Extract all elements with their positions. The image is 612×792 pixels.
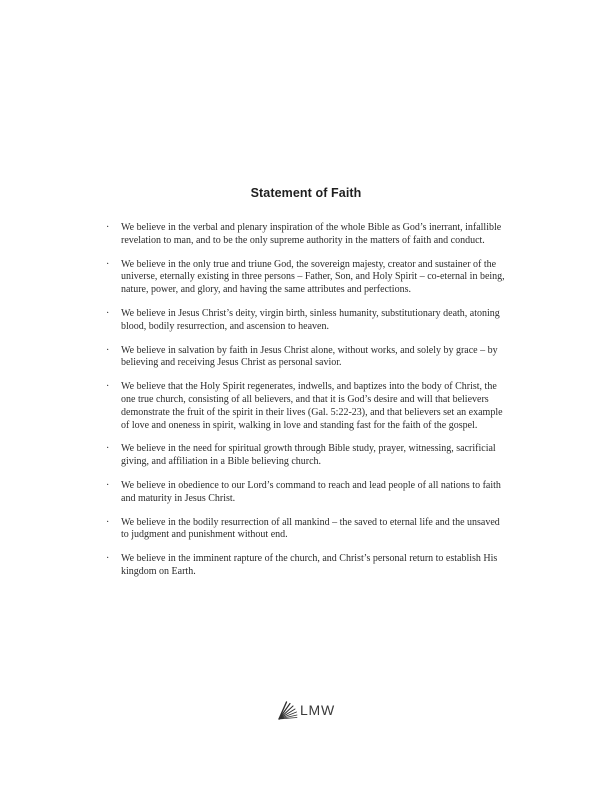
belief-text: We believe in the bodily resurrection of all mankind – the saved to eternal life and the unsaved to judgment and punishment without end. (121, 516, 500, 541)
belief-text: We believe in salvation by faith in Jesus Christ alone, without works, and solely by grace – by believing and receiving Jesus Christ as personal savior. (121, 344, 498, 369)
list-item (104, 480, 506, 506)
list-item (104, 381, 506, 432)
page-title: Statement of Faith (250, 186, 362, 200)
belief-text: We believe in Jesus Christ’s deity, virgin birth, sinless humanity, substitutionary death, atoning blood, bodily resurrection, and ascension to heaven. (121, 307, 500, 332)
belief-text: We believe in the need for spiritual growth through Bible study, prayer, witnessing, sacrificial giving, and affiliation in a Bible believing church. (121, 443, 496, 468)
wheat-sheaf-icon (277, 701, 298, 720)
bullet-marker: · (106, 553, 110, 565)
belief-text: We believe in the only true and triune God, the sovereign majesty, creator and sustainer of the universe, eternally existing in three persons – Father, Son, and Holy Spirit – co-eternal in being, nature, power, and glory, and having the same attributes and perfections. (121, 258, 505, 296)
bullet-marker: · (106, 381, 110, 393)
belief-text: We believe that the Holy Spirit regenerates, indwells, and baptizes into the body of Christ, the one true church, consisting of all believers, and that it is God’s desire and will that believers demonstrate the fruit of the spirit in their lives (Gal. 5:22-23), and that believers set an example of love and oneness in spirit, walking in love and standing fast for the faith of the gospel. (121, 381, 503, 431)
bullet-marker: · (106, 258, 110, 270)
bullet-marker: · (106, 344, 110, 356)
list-item (104, 222, 506, 248)
belief-text: We believe in the imminent rapture of the church, and Christ’s personal return to establish His kingdom on Earth. (121, 553, 498, 577)
logo-text: LMW (299, 702, 336, 718)
footer-logo (0, 698, 612, 722)
list-item (104, 553, 506, 579)
list-item (104, 443, 506, 469)
beliefs-list (104, 222, 506, 590)
belief-text: We believe in obedience to our Lord’s command to reach and lead people of all nations to faith and maturity in Jesus Christ. (121, 479, 501, 504)
bullet-marker: · (106, 516, 110, 528)
list-item (104, 259, 506, 297)
bullet-marker: · (106, 479, 110, 491)
bullet-marker: · (106, 222, 110, 233)
list-item (104, 517, 506, 543)
list-item (104, 345, 506, 371)
list-item (104, 308, 506, 334)
bullet-marker: · (106, 307, 110, 319)
belief-text: We believe in the verbal and plenary inspiration of the whole Bible as God’s inerrant, infallible revelation to man, and to be the only supreme authority in the matters of faith and conduct. (121, 222, 502, 246)
bullet-marker: · (106, 443, 110, 455)
